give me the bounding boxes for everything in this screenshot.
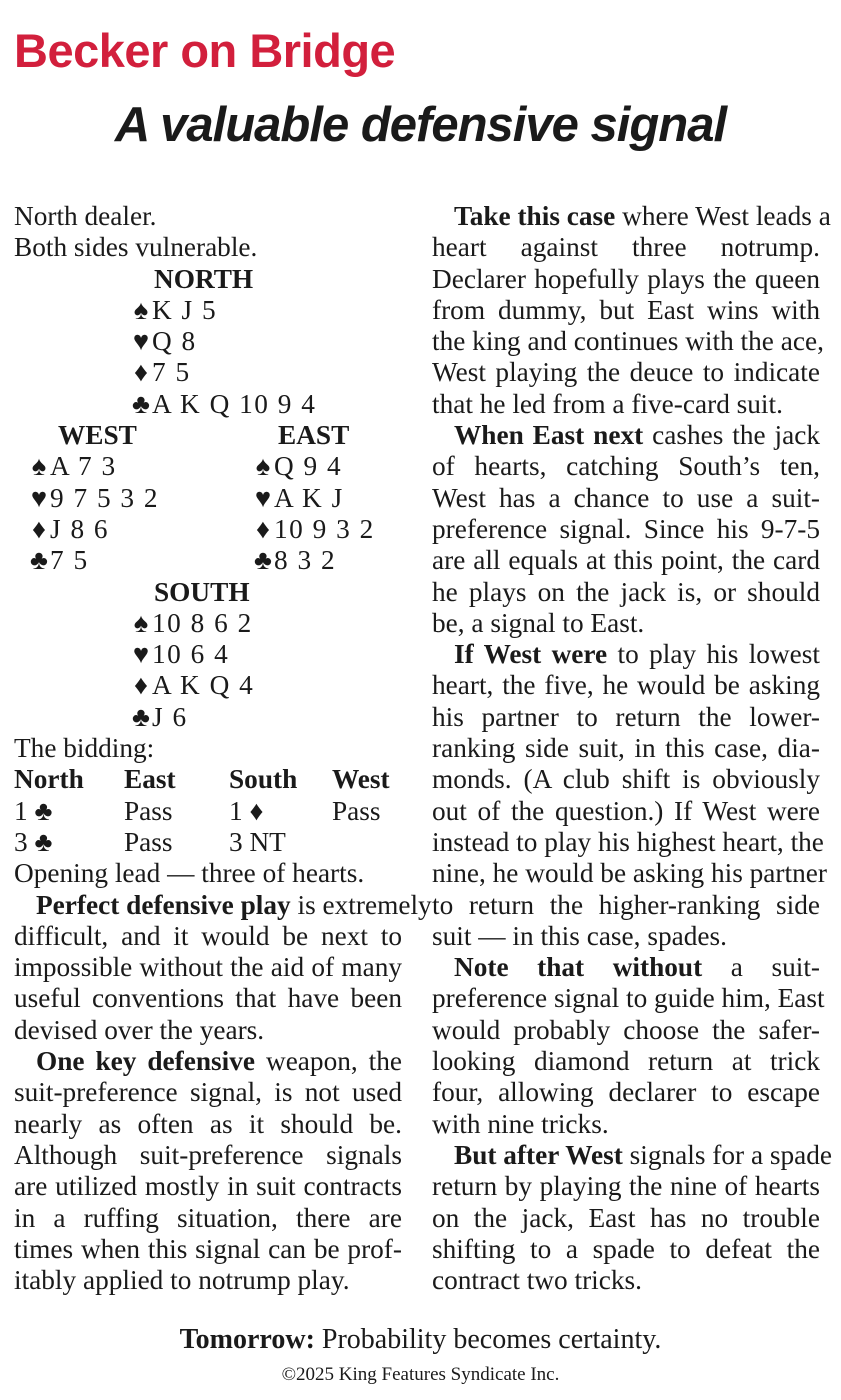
headline: A valuable defensive signal bbox=[114, 98, 727, 152]
article-line: with nine tricks. bbox=[432, 1108, 609, 1139]
tomorrow-teaser bbox=[0, 1323, 841, 1357]
vulnerability-line: Both sides vulnerable. bbox=[14, 232, 258, 263]
article-line: If West were to play his lowest bbox=[454, 639, 820, 670]
paragraph-lead-in: Note that without bbox=[454, 952, 703, 983]
article-line: impossible without the aid of many bbox=[14, 952, 402, 983]
right-column bbox=[432, 201, 833, 1296]
article-paragraph bbox=[14, 889, 432, 1046]
dealer-line: North dealer. bbox=[14, 201, 157, 231]
spade-icon: ♠ bbox=[133, 607, 149, 638]
east-diamonds: ♦ 10 9 3 2 bbox=[252, 514, 375, 545]
south-hearts: ♥ 10 6 4 bbox=[130, 639, 254, 670]
north-label: NORTH bbox=[154, 263, 254, 294]
bid-cell: Pass bbox=[124, 826, 173, 857]
heart-icon: ♥ bbox=[254, 482, 272, 513]
article-line: be, a signal to East. bbox=[432, 607, 645, 638]
club-icon: ♣ bbox=[30, 545, 48, 576]
article-line: contract two tricks. bbox=[432, 1265, 642, 1296]
heart-icon: ♥ bbox=[30, 482, 48, 513]
diamond-icon: ♦ bbox=[134, 670, 148, 701]
article-line: heart against three notrump. bbox=[432, 232, 820, 263]
west-label: WEST bbox=[58, 420, 137, 451]
spade-icon: ♠ bbox=[255, 451, 271, 482]
article-line: times when this signal can be prof- bbox=[14, 1233, 402, 1264]
article-paragraph bbox=[432, 1139, 833, 1296]
east-label: EAST bbox=[278, 420, 350, 451]
article-line: When East next cashes the jack bbox=[454, 420, 820, 451]
article-line: Take this case where West leads a bbox=[454, 201, 831, 231]
article-line: he plays on the jack is, or should bbox=[432, 576, 820, 607]
article-line: But after West signals for a spade bbox=[454, 1139, 833, 1170]
bidding-row bbox=[14, 796, 402, 827]
article-line: nine, he would be asking his partner bbox=[432, 858, 827, 889]
left-column bbox=[14, 201, 432, 1296]
article-line: the king and continues with the ace, bbox=[432, 326, 824, 357]
article-line: that he led from a five-card suit. bbox=[432, 388, 783, 419]
west-hearts: ♥ 9 7 5 3 2 bbox=[28, 483, 159, 514]
left-article-body bbox=[14, 889, 432, 1297]
article-line: in a ruffing situation, there are bbox=[14, 1202, 402, 1233]
article-line: suit-preference signal, is not used bbox=[14, 1077, 402, 1108]
tomorrow-text: Probability becomes certainty. bbox=[314, 1324, 662, 1355]
article-line: useful conventions that have been bbox=[14, 983, 402, 1014]
article-line: West has a chance to use a suit- bbox=[432, 482, 820, 513]
club-icon: ♣ bbox=[132, 388, 150, 419]
article-line: Note that without a suit- bbox=[454, 952, 821, 983]
bidding-title: The bidding: bbox=[14, 733, 155, 764]
opening-lead: Opening lead — three of hearts. bbox=[14, 858, 365, 889]
article-line: of hearts, catching South’s ten, bbox=[432, 451, 820, 482]
article-line: out of the question.) If West were bbox=[432, 795, 820, 826]
article-line: are utilized mostly in suit contracts bbox=[14, 1171, 402, 1202]
bidding-header-east: East bbox=[124, 764, 176, 795]
paragraph-lead-in: Perfect defensive play bbox=[36, 889, 291, 920]
east-hand bbox=[252, 420, 375, 576]
article-line: from dummy, but East wins with bbox=[432, 294, 820, 325]
bidding-header-south: South bbox=[229, 764, 298, 795]
article-line: nearly as often as it should be. bbox=[14, 1108, 402, 1139]
bidding-header-north: North bbox=[14, 764, 84, 795]
right-article-body bbox=[432, 201, 833, 1296]
club-icon: ♣ bbox=[132, 701, 150, 732]
article-line: preference signal to guide him, East bbox=[432, 983, 825, 1014]
paragraph-lead-in: One key defensive bbox=[36, 1046, 256, 1077]
south-diamonds: ♦ A K Q 4 bbox=[130, 670, 254, 701]
bidding-header-west: West bbox=[332, 764, 390, 795]
article-paragraph bbox=[14, 1046, 402, 1296]
article-line: One key defensive weapon, the bbox=[36, 1046, 402, 1077]
bid-cell: Pass bbox=[332, 795, 381, 826]
diamond-icon: ♦ bbox=[256, 513, 270, 544]
club-icon: ♣ bbox=[254, 545, 272, 576]
tomorrow-label: Tomorrow: bbox=[179, 1324, 315, 1355]
bid-cell: 1 ♣ bbox=[14, 795, 53, 826]
bid-cell: Pass bbox=[124, 795, 173, 826]
diamond-icon: ♦ bbox=[134, 357, 148, 388]
article-line: on the jack, East has no trouble bbox=[432, 1202, 820, 1233]
bidding-row bbox=[14, 827, 402, 858]
south-spades: ♠ 10 8 6 2 bbox=[130, 608, 254, 639]
article-line: return by playing the nine of hearts bbox=[432, 1171, 820, 1202]
bidding-table bbox=[14, 764, 402, 858]
article-line: devised over the years. bbox=[14, 1014, 265, 1045]
east-clubs: ♣8 3 2 bbox=[252, 545, 375, 576]
east-spades: ♠ Q 9 4 bbox=[252, 451, 375, 482]
copyright: ©2025 King Features Syndicate Inc. bbox=[281, 1364, 560, 1385]
north-spades: ♠ K J 5 bbox=[130, 295, 316, 326]
article-line: West playing the deuce to indicate bbox=[432, 357, 820, 388]
spade-icon: ♠ bbox=[31, 451, 47, 482]
west-diamonds: ♦ J 8 6 bbox=[28, 514, 159, 545]
bid-cell: 1 ♦ bbox=[229, 795, 264, 826]
article-line: monds. (A club shift is obviously bbox=[432, 764, 820, 795]
east-hearts: ♥ A K J bbox=[252, 483, 375, 514]
article-line: shifting to a spade to defeat the bbox=[432, 1233, 820, 1264]
paragraph-lead-in: If West were bbox=[454, 639, 608, 670]
paragraph-lead-in: But after West bbox=[454, 1139, 623, 1170]
article-line: ranking side suit, in this case, dia- bbox=[432, 733, 820, 764]
article-line: four, allowing declarer to escape bbox=[432, 1077, 820, 1108]
article-line: his partner to return the lower- bbox=[432, 701, 820, 732]
article-line: are all equals at this point, the card bbox=[432, 545, 820, 576]
article-paragraph bbox=[432, 952, 825, 1140]
west-hand bbox=[28, 420, 159, 576]
diamond-icon: ♦ bbox=[32, 513, 46, 544]
masthead: Becker on Bridge bbox=[14, 24, 396, 77]
article-line: difficult, and it would be next to bbox=[14, 920, 402, 951]
article-paragraph bbox=[432, 201, 831, 420]
article-line: heart, the five, he would be asking bbox=[432, 670, 820, 701]
west-clubs: ♣7 5 bbox=[28, 545, 159, 576]
article-line: Perfect defensive play is extremely bbox=[36, 889, 432, 920]
article-line: instead to play his highest heart, the bbox=[432, 826, 824, 857]
bidding-header-row bbox=[14, 764, 402, 795]
article-line: looking diamond return at trick bbox=[432, 1046, 820, 1077]
north-clubs: ♣A K Q 10 9 4 bbox=[130, 389, 316, 420]
north-hand bbox=[130, 264, 316, 420]
bid-cell: 3 NT bbox=[229, 826, 286, 857]
article-paragraph bbox=[432, 639, 827, 952]
article-line: Although suit-preference signals bbox=[14, 1139, 402, 1170]
article-line: preference signal. Since his 9-7-5 bbox=[432, 513, 820, 544]
south-label: SOUTH bbox=[154, 576, 250, 607]
heart-icon: ♥ bbox=[132, 639, 150, 670]
south-clubs: ♣J 6 bbox=[130, 702, 254, 733]
deal-diagram bbox=[14, 264, 402, 734]
article-paragraph bbox=[432, 420, 820, 639]
article-line: Declarer hopefully plays the queen bbox=[432, 263, 820, 294]
north-hearts: ♥ Q 8 bbox=[130, 326, 316, 357]
article-line: itably applied to notrump play. bbox=[14, 1265, 350, 1296]
article-line: suit — in this case, spades. bbox=[432, 920, 727, 951]
spade-icon: ♠ bbox=[133, 294, 149, 325]
article-line: to return the higher-ranking side bbox=[432, 889, 820, 920]
south-hand bbox=[130, 577, 254, 733]
west-spades: ♠ A 7 3 bbox=[28, 451, 159, 482]
bid-cell: 3 ♣ bbox=[14, 826, 53, 857]
north-diamonds: ♦ 7 5 bbox=[130, 357, 316, 388]
article-line: would probably choose the safer- bbox=[432, 1014, 820, 1045]
heart-icon: ♥ bbox=[132, 326, 150, 357]
paragraph-lead-in: Take this case bbox=[454, 201, 616, 231]
paragraph-lead-in: When East next bbox=[454, 420, 644, 451]
